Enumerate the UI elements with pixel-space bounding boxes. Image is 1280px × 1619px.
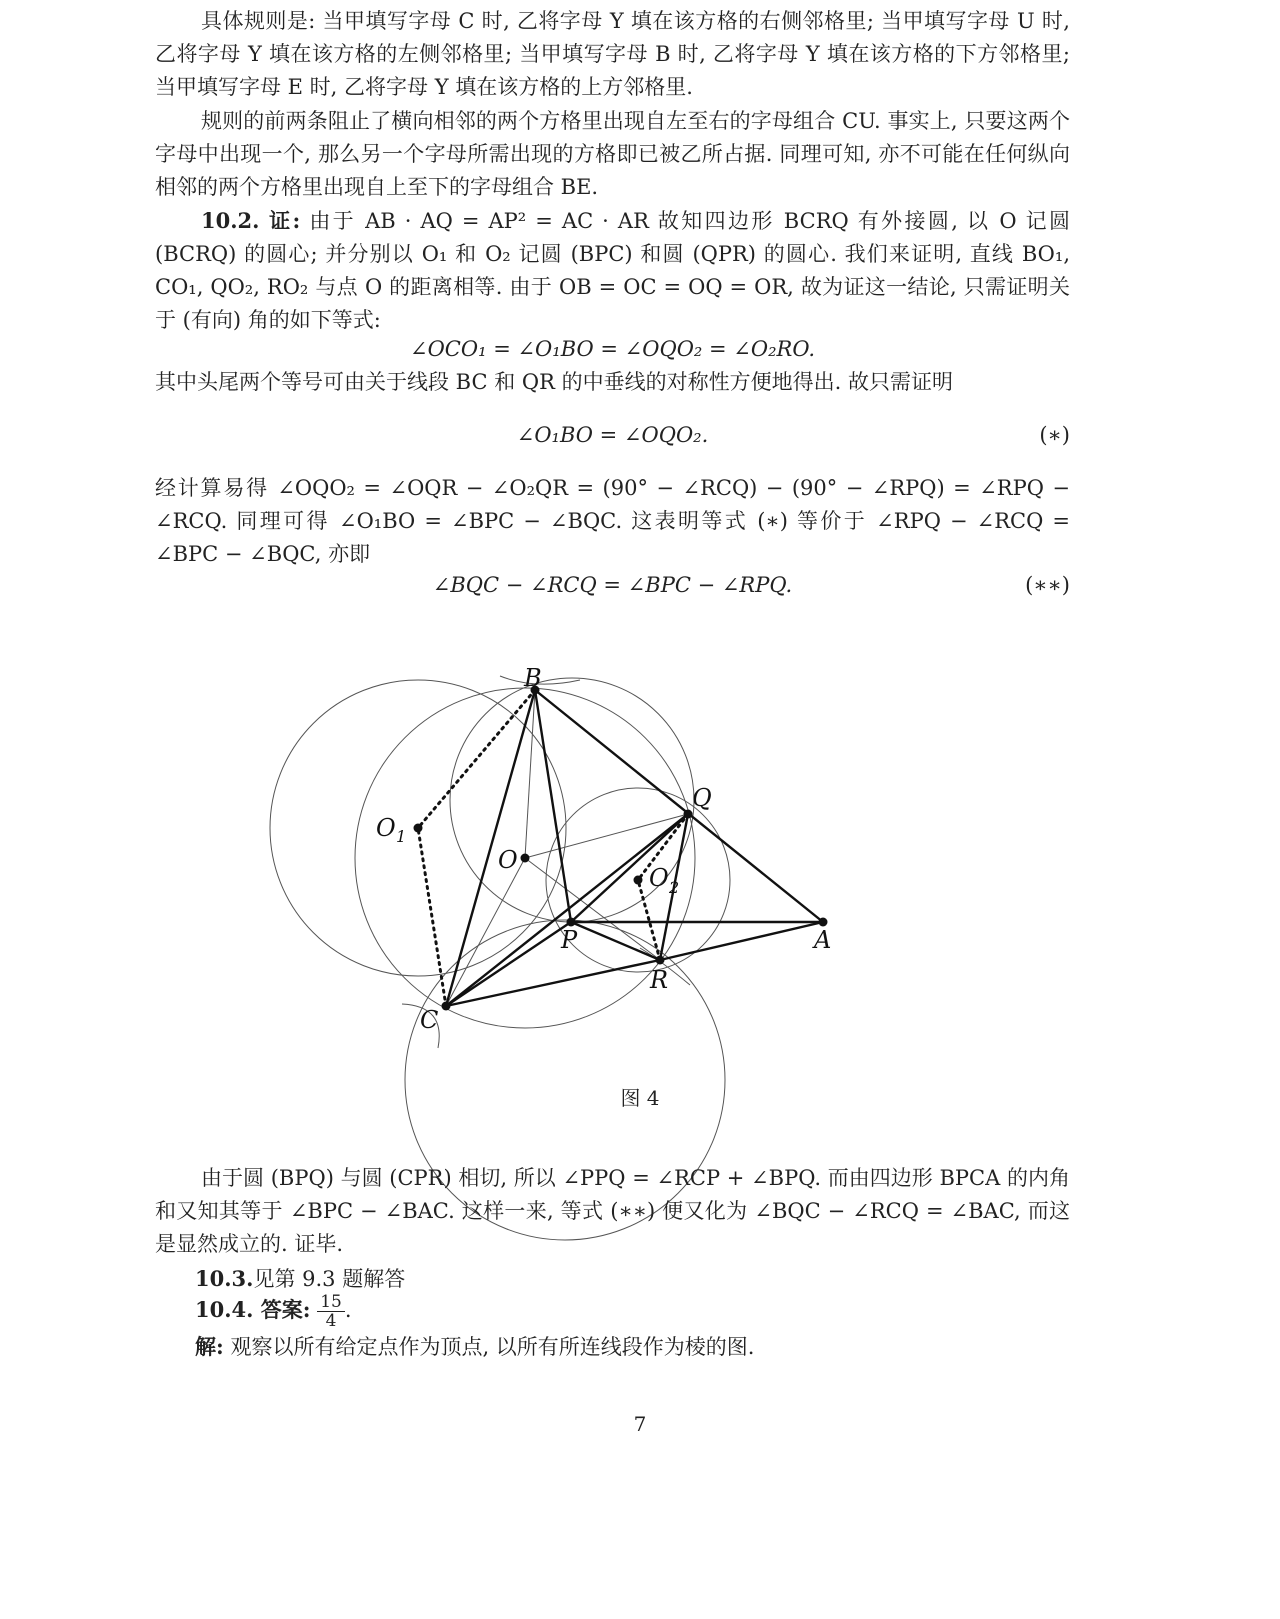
label-o1-sub: 1 [396, 827, 407, 846]
problem-number-10-3: 10.3. [195, 1266, 254, 1291]
paragraph-rules-explanation: 规则的前两条阻止了横向相邻的两个方格里出现自左至右的字母组合 CU. 事实上, 只要这两个字母中出现一个, 那么另一个字母所需出现的方格即已被乙所占据. 同理可知, 亦不可能在任何纵向相邻的两个方格里出现自上至下的字母组合 BE. [155, 109, 1070, 199]
answer-label-10-4: 10.4. 答案: [195, 1297, 311, 1322]
line-o-r [525, 858, 660, 960]
proof-text: 由于 AB · AQ = AP² = AC · AR 故知四边形 BCRQ 有外接圆, 以 O 记圆 (BCRQ) 的圆心; 并分别以 O₁ 和 O₂ 记圆 (BPC) 和圆 (QPR) 的圆心. 我们来证明, 直线 BO₁, CO₁, QO₂, RO₂ 与点 O 的距离相等. 由于 OB = OC = OQ = OR, 故为证这一结论, 只需证明关于 (有向) 角的如下等式: [155, 209, 1070, 332]
label-r: R [650, 966, 669, 994]
line-o-c [446, 858, 525, 1006]
problem-number-10-2: 10.2. 证: [201, 208, 301, 233]
label-o: O [498, 846, 518, 874]
paragraph-computation: 经计算易得 ∠OQO₂ = ∠OQR − ∠O₂QR = (90° − ∠RCQ) − (90° − ∠RPQ) = ∠RPQ − ∠RCQ. 同理可得 ∠O₁BO = ∠BPC − ∠BQC. 这表明等式 (∗) 等价于 ∠RPQ − ∠RCQ = ∠BPC − ∠BQC, 亦即 [155, 476, 1070, 566]
point-o [521, 854, 530, 863]
paragraph-10-4 [155, 1290, 1070, 1330]
point-r [656, 956, 665, 965]
label-o2: O [649, 864, 669, 892]
figure-caption: 图 4 [620, 1086, 660, 1110]
dotted-r-o2 [638, 880, 660, 960]
paragraph-rules: 具体规则是: 当甲填写字母 C 时, 乙将字母 Y 填在该方格的右侧邻格里; 当甲填写字母 U 时, 乙将字母 Y 填在该方格的左侧邻格里; 当甲填写字母 B 时, 乙将字母 Y 填在该方格的下方邻格里; 当甲填写字母 E 时, 乙将字母 Y 填在该方格的上方邻格里. [155, 9, 1070, 99]
answer-10-3: 见第 9.3 题解答 [253, 1267, 406, 1291]
fraction-numerator: 15 [317, 1293, 345, 1312]
line-o-b [525, 690, 535, 858]
segment-b-p [535, 690, 571, 922]
label-q: Q [692, 784, 712, 812]
equation-2-tag: (∗) [1039, 423, 1070, 447]
label-p: P [561, 926, 578, 954]
label-c: C [420, 1006, 439, 1034]
equation-3-tag: (∗∗) [1025, 573, 1070, 597]
equation-3-body: ∠BQC − ∠RCQ = ∠BPC − ∠RPQ. [432, 573, 793, 597]
label-b: B [524, 664, 542, 692]
dotted-b-o1 [418, 690, 535, 828]
point-o1 [414, 824, 423, 833]
label-a: A [814, 926, 832, 954]
label-o1: O [376, 814, 396, 842]
solution-label: 解: [195, 1334, 224, 1359]
equation-2-body: ∠O₁BO = ∠OQO₂. [516, 423, 709, 447]
paragraph-solution [155, 1330, 1070, 1364]
answer-period: . [344, 1298, 352, 1322]
page-number: 7 [633, 1412, 647, 1436]
answer-fraction [317, 1293, 345, 1330]
paragraph-symmetry: 其中头尾两个等号可由关于线段 BC 和 QR 的中垂线的对称性方便地得出. 故只需证明 [155, 370, 953, 394]
solution-text: 观察以所有给定点作为顶点, 以所有所连线段作为棱的图. [223, 1335, 755, 1359]
equation-1: ∠OCO₁ = ∠O₁BO = ∠OQO₂ = ∠O₂RO. [410, 337, 815, 361]
dotted-c-o1 [418, 828, 446, 1006]
point-c [442, 1002, 451, 1011]
segment-r-a [660, 922, 823, 960]
paragraph-tangent-circles: 由于圆 (BPQ) 与圆 (CPR) 相切, 所以 ∠PPQ = ∠RCP + ∠BPQ. 而由四边形 BPCA 的内角和又知其等于 ∠BPC − ∠BAC. 这样一来, 等式 (∗∗) 便又化为 ∠BQC − ∠RCQ = ∠BAC, 而这是显然成立的. 证毕. [155, 1166, 1070, 1256]
label-o2-sub: 2 [669, 878, 680, 897]
fraction-denominator: 4 [325, 1311, 337, 1331]
point-o2 [634, 876, 643, 885]
